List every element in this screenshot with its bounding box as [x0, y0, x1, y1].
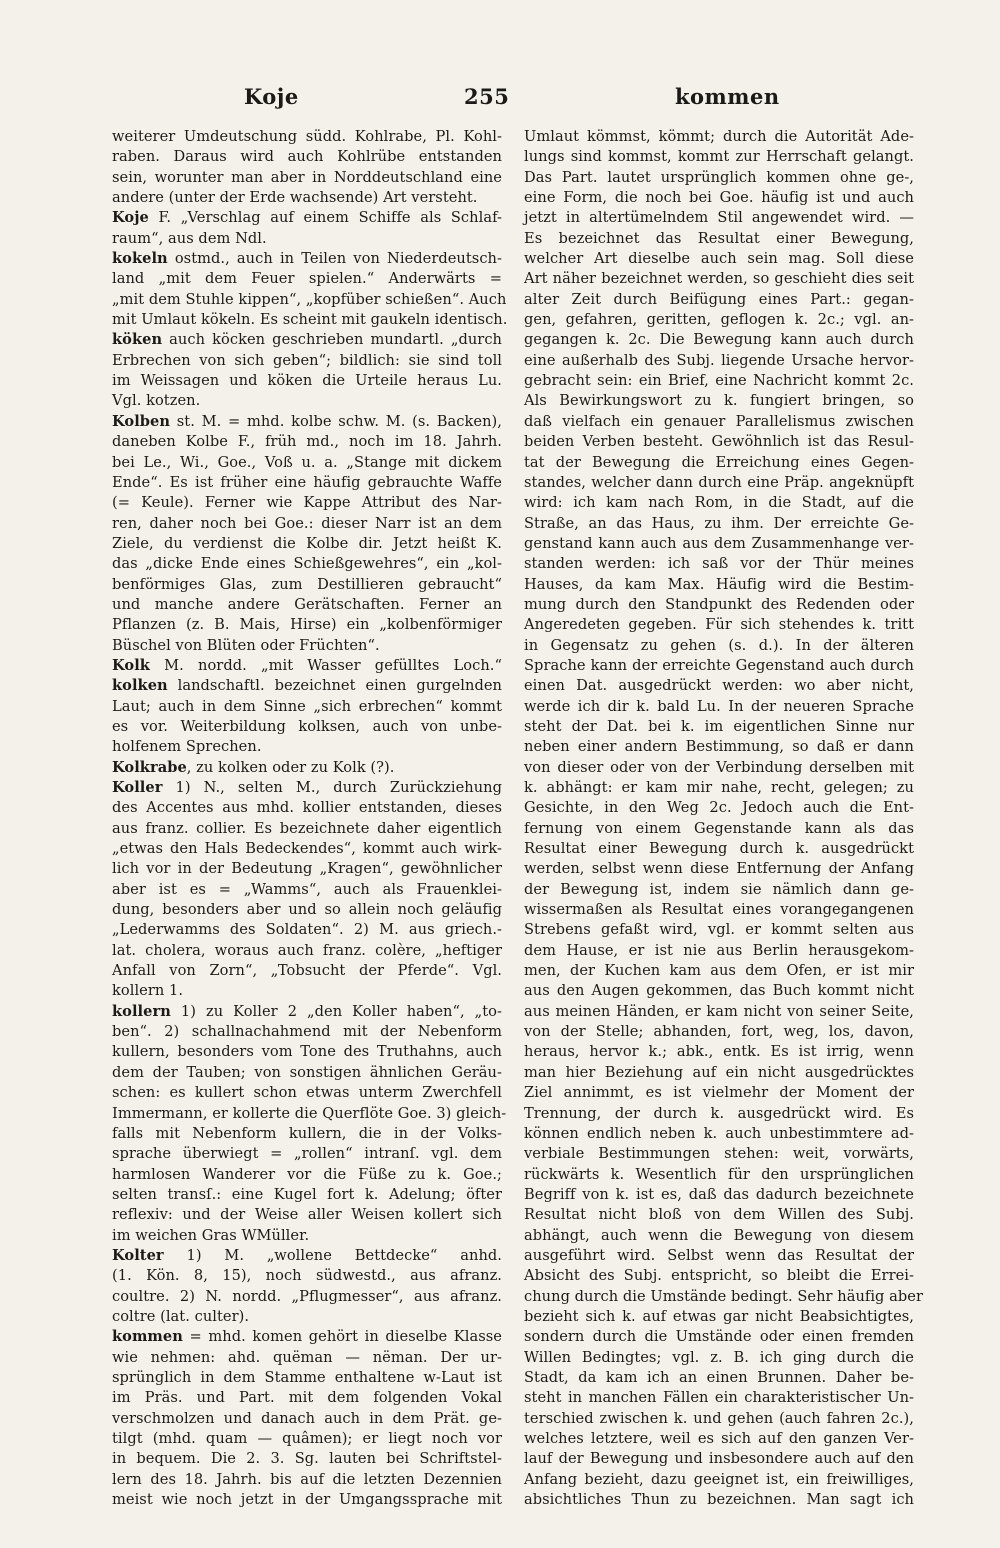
line-text: Büschel von Blüten oder Früchten“. — [112, 636, 380, 654]
header-last-entry: kommen — [675, 84, 780, 109]
text-line — [112, 1205, 502, 1225]
entry-headword: Koje — [112, 209, 149, 227]
line-text: man hier Beziehung auf ein nicht ausgedrücktes — [524, 1063, 914, 1081]
line-text: steht der Dat. bei k. im eigentlichen Sinne nur — [524, 717, 914, 735]
entry-headword: Koller — [112, 779, 163, 796]
line-text: Pflanzen (z. B. Mais, Hirse) ein „kolbenförmiger — [112, 616, 502, 634]
line-text: eine außerhalb des Subj. liegende Ursache hervor- — [524, 351, 914, 369]
line-text: gen, gefahren, geritten, geflogen k. 2c.; vgl. an- — [524, 311, 914, 329]
text-line — [524, 839, 914, 859]
line-text: tilgt (mhd. quam — quâmen); er liegt noch vor — [112, 1430, 502, 1447]
line-text: Vgl. kotzen. — [112, 392, 201, 410]
text-line — [112, 168, 502, 188]
text-line — [524, 330, 914, 350]
text-line — [524, 1002, 914, 1022]
text-line — [524, 900, 914, 920]
line-text: st. M. = mhd. kolbe schw. M. (s. Backen), — [170, 412, 502, 430]
text-line — [112, 615, 502, 635]
text-line — [112, 676, 502, 696]
text-line — [112, 737, 502, 757]
text-line — [524, 981, 914, 1001]
line-text: sprache überwiegt = „rollen“ intranſ. vgl. dem — [112, 1145, 502, 1163]
text-line — [112, 798, 502, 818]
line-text: Gesichte, in den Weg 2c. Jedoch auch die Ent- — [524, 799, 914, 817]
line-text: des Accentes aus mhd. kollier entstanden, dieses — [112, 799, 502, 817]
text-line — [524, 1226, 914, 1246]
line-text: aus meinen Händen, er kam nicht von seiner Seite, — [524, 1002, 914, 1020]
line-text: , zu kolken oder zu Kolk (?). — [186, 758, 395, 776]
text-line — [112, 1327, 502, 1347]
line-text: der Bewegung ist, indem sie nämlich dann ge- — [524, 880, 914, 898]
text-line — [524, 269, 914, 289]
text-line — [112, 839, 502, 859]
line-text: Anfall von Zorn“, „Tobsucht der Pferde“. Vgl. — [112, 962, 502, 980]
text-line — [524, 188, 914, 208]
line-text: werden, selbst wenn diese Entfernung der Anfang — [524, 860, 914, 878]
line-text: men, der Kuchen kam aus dem Ofen, er ist mir — [524, 962, 914, 980]
line-text: auch köcken geschrieben mundartl. „durch — [162, 331, 502, 349]
line-text: reflexiv: und der Weise aller Weisen kollert sich — [112, 1206, 502, 1224]
line-text: landschaftl. bezeichnet einen gurgelnden — [167, 677, 502, 695]
text-line — [524, 717, 914, 737]
text-line — [524, 859, 914, 879]
line-text: Als Bewirkungswort zu k. fungiert bringen, so — [524, 392, 914, 410]
line-text: 1) zu Koller 2 „den Koller haben“, „to- — [170, 1002, 502, 1020]
line-text: Hauses, da kam Max. Häufig wird die Bestim- — [524, 575, 914, 593]
line-text: das „dicke Ende eines Schießgewehres“, ein „kol- — [112, 555, 502, 573]
line-text: daneben Kolbe F., früh md., noch im 18. Jahrh. — [112, 433, 502, 451]
line-text: abhängt, auch wenn die Bewegung von diesem — [524, 1226, 914, 1244]
text-line — [112, 697, 502, 717]
line-text: rückwärts k. Wesentlich für den ursprünglichen — [524, 1165, 914, 1183]
text-line — [112, 656, 502, 676]
line-text: ausgeführt wird. Selbst wenn das Resultat der — [524, 1246, 914, 1264]
text-line — [524, 1124, 914, 1144]
text-line — [524, 249, 914, 269]
line-text: steht in manchen Fällen ein charakteristischer Un- — [524, 1389, 914, 1407]
line-text: Resultat einer Bewegung durch k. ausgedrückt — [524, 840, 914, 858]
text-line — [112, 1083, 502, 1103]
line-text: mung durch den Standpunkt des Redenden oder — [524, 595, 914, 613]
text-line — [112, 188, 502, 208]
line-text: „etwas den Hals Bedeckendes“, kommt auch wirk- — [112, 840, 502, 858]
line-text: = mhd. komen gehört in dieselbe Klasse — [182, 1328, 502, 1346]
line-text: Trennung, der durch k. ausgedrückt wird. Es — [524, 1104, 914, 1122]
line-text: lern des 18. Jahrh. bis auf die letzten Dezennien — [112, 1470, 502, 1488]
line-text: Laut; auch in dem Sinne „sich erbrechen“ kommt — [112, 697, 502, 715]
line-text: es vor. Weiterbildung kolksen, auch von unbe- — [112, 717, 502, 735]
line-text: ren, daher noch bei Goe.: dieser Narr ist an dem — [112, 514, 502, 532]
text-line — [112, 778, 502, 798]
line-text: selten transſ.: eine Kugel fort k. Adelung; öfter — [112, 1185, 502, 1203]
line-text: im weichen Gras WMüller. — [112, 1226, 310, 1244]
line-text: dem Hause, er ist nie aus Berlin herausgekom- — [524, 941, 914, 959]
line-text: raum“, aus dem Ndl. — [112, 229, 267, 247]
text-line — [524, 208, 914, 228]
line-text: terschied zwischen k. und gehen (auch fahren 2c.), — [524, 1409, 914, 1427]
text-line — [112, 880, 502, 900]
line-text: verschmolzen und danach auch in dem Prät. ge- — [112, 1409, 502, 1427]
entry-headword: kollern — [112, 1002, 171, 1020]
text-line — [524, 1104, 914, 1124]
text-line — [524, 1144, 914, 1164]
text-line — [112, 1470, 502, 1490]
text-line — [524, 1022, 914, 1042]
text-line — [524, 432, 914, 452]
text-line — [112, 636, 502, 656]
text-line — [112, 1307, 502, 1327]
line-text: gegangen k. 2c. Die Bewegung kann auch durch — [524, 331, 914, 349]
line-text: ostmd., auch in Teilen von Niederdeutsch- — [167, 250, 502, 268]
text-line — [112, 534, 502, 554]
line-text: Willen Bedingtes; vgl. z. B. ich ging durch die — [524, 1348, 914, 1366]
line-text: ben“. 2) schallnachahmend mit der Nebenform — [112, 1023, 502, 1041]
text-line — [524, 575, 914, 595]
line-text: benförmiges Glas, zum Destillieren gebraucht“ — [112, 575, 502, 593]
text-line — [112, 371, 502, 391]
line-text: Stadt, da kam ich an einen Brunnen. Daher be- — [524, 1368, 914, 1386]
line-text: standes, welcher dann durch eine Präp. angeknüpft — [524, 473, 914, 491]
text-line — [112, 330, 502, 350]
text-line — [524, 412, 914, 432]
line-text: von der Stelle; abhanden, fort, weg, los, davon, — [524, 1023, 914, 1041]
text-line — [524, 453, 914, 473]
text-line — [112, 941, 502, 961]
line-text: harmlosen Wanderer vor die Füße zu k. Goe.; — [112, 1165, 502, 1183]
text-line — [524, 1063, 914, 1083]
line-text: dung, besonders aber und so allein noch geläufig — [112, 901, 502, 919]
text-line — [524, 1368, 914, 1388]
line-text: welches letztere, weil es sich auf den ganzen Ver- — [524, 1430, 914, 1447]
text-line — [524, 229, 914, 249]
line-text: (1. Kön. 8, 15), noch südwestd., aus afranz. — [112, 1267, 502, 1285]
text-line — [112, 493, 502, 513]
running-head — [118, 84, 918, 116]
entry-headword: kokeln — [112, 250, 168, 268]
entry-headword: Kolter — [112, 1246, 164, 1264]
line-text: fernung von einem Gegenstande kann als das — [524, 819, 914, 837]
line-text: im Weissagen und köken die Urteile heraus Lu. — [112, 372, 502, 390]
text-line — [524, 534, 914, 554]
text-line — [112, 249, 502, 269]
text-line — [112, 453, 502, 473]
text-line — [524, 514, 914, 534]
text-line — [112, 981, 502, 1001]
line-text: aus den Augen gekommen, das Buch kommt nicht — [524, 982, 914, 1000]
text-line — [524, 1246, 914, 1266]
text-line — [524, 758, 914, 778]
line-text: „mit dem Stuhle kippen“, „kopfüber schießen“. Auch — [112, 290, 507, 308]
text-line — [112, 1388, 502, 1408]
text-line — [524, 798, 914, 818]
line-text: heraus, hervor k.; abk., entk. Es ist irrig, wenn — [524, 1043, 914, 1061]
line-text: alter Zeit durch Beifügung eines Part.: gegan- — [524, 290, 914, 308]
line-text: Das Part. lautet ursprünglich kommen ohne ge-, — [524, 168, 914, 186]
text-line — [112, 1266, 502, 1286]
line-text: mit Umlaut kökeln. Es scheint mit gaukeln identisch. — [112, 311, 508, 329]
line-text: andere (unter der Erde wachsende) Art versteht. — [112, 189, 478, 207]
line-text: genstand kann auch aus dem Zusammenhange ver- — [524, 534, 914, 552]
line-text: schen: es kullert schon etwas unterm Zwerchfell — [112, 1084, 502, 1102]
text-line — [524, 1409, 914, 1429]
line-text: aber ist es = „Wamms“, auch als Frauenklei- — [112, 880, 502, 898]
text-line — [112, 1490, 502, 1510]
line-text: Es bezeichnet das Resultat einer Bewegung, — [524, 229, 914, 247]
line-text: Art näher bezeichnet werden, so geschieht dies seit — [524, 270, 914, 288]
text-line — [524, 961, 914, 981]
text-line — [112, 1368, 502, 1388]
line-text: kollern 1. — [112, 982, 184, 1000]
text-line — [524, 1042, 914, 1062]
header-first-entry: Koje — [244, 84, 299, 109]
text-line — [112, 859, 502, 879]
text-line — [524, 168, 914, 188]
text-line — [112, 147, 502, 167]
text-line — [112, 1449, 502, 1469]
text-line — [524, 1307, 914, 1327]
text-line — [112, 351, 502, 371]
text-line — [524, 778, 914, 798]
line-text: Umlaut kömmst, kömmt; durch die Autorität Ade- — [524, 128, 914, 145]
line-text: F. „Verschlag auf einem Schiffe als Schlaf- — [148, 209, 502, 227]
line-text: lungs sind kommst, kommt zur Herrschaft gelangt. — [524, 148, 914, 166]
text-line — [524, 371, 914, 391]
text-line — [112, 1348, 502, 1368]
line-text: sprünglich in dem Stamme enthaltene w-Laut ist — [112, 1368, 502, 1386]
text-line — [112, 819, 502, 839]
line-text: Straße, an das Haus, zu ihm. Der erreichte Ge- — [524, 514, 914, 532]
line-text: Resultat nicht bloß von dem Willen des Subj. — [524, 1206, 914, 1224]
text-line — [524, 310, 914, 330]
line-text: (= Keule). Ferner wie Kappe Attribut des Nar- — [112, 494, 502, 512]
text-line — [524, 1470, 914, 1490]
line-text: verbiale Bestimmungen stehen: weit, vorwärts, — [524, 1145, 914, 1163]
text-line — [112, 269, 502, 289]
text-line — [524, 697, 914, 717]
page-number: 255 — [464, 84, 510, 109]
text-line — [524, 1287, 923, 1307]
line-text: sein, worunter man aber in Norddeutschland eine — [112, 168, 502, 186]
text-line — [112, 1063, 502, 1083]
text-line — [112, 1144, 502, 1164]
text-line — [112, 758, 502, 778]
line-text: 1) M. „wollene Bettdecke“ anhd. — [163, 1246, 502, 1264]
text-line — [524, 391, 914, 411]
text-line — [112, 920, 502, 940]
text-line — [524, 880, 914, 900]
line-text: coltre (lat. culter). — [112, 1307, 250, 1325]
text-line — [524, 636, 914, 656]
line-text: M. nordd. „mit Wasser gefülltes Loch.“ — [149, 656, 502, 674]
line-text: 1) N., selten M., durch Zurückziehung — [162, 779, 502, 796]
line-text: falls mit Nebenform kullern, die in der Volks- — [112, 1124, 502, 1142]
text-line — [524, 493, 914, 513]
text-line — [112, 1246, 502, 1266]
line-text: welcher Art dieselbe auch sein mag. Soll diese — [524, 250, 914, 268]
line-text: einen Dat. ausgedrückt werden: wo aber nicht, — [524, 677, 914, 695]
text-line — [524, 473, 914, 493]
text-line — [112, 1104, 507, 1124]
text-line — [524, 290, 914, 310]
text-line — [524, 1266, 914, 1286]
line-text: Angeredeten gegeben. Für sich stehendes k. tritt — [524, 616, 914, 634]
line-text: in Gegensatz zu gehen (s. d.). In der älteren — [524, 636, 914, 654]
text-columns — [112, 127, 930, 1509]
text-line — [112, 412, 502, 432]
text-line — [112, 1022, 502, 1042]
line-text: Ende“. Es ist früher eine häufig gebrauchte Waffe — [112, 473, 502, 491]
text-line — [524, 920, 914, 940]
text-line — [524, 1083, 914, 1103]
line-text: k. abhängt: er kam mir nahe, recht, gelegen; zu — [524, 779, 914, 796]
text-line — [524, 554, 914, 574]
line-text: lat. cholera, woraus auch franz. colère, „heftiger — [112, 941, 502, 959]
text-line — [112, 595, 502, 615]
line-text: Erbrechen von sich geben“; bildlich: sie sind toll — [112, 351, 502, 369]
text-line — [112, 1429, 502, 1449]
line-text: Absicht des Subj. entspricht, so bleibt die Errei- — [524, 1267, 914, 1285]
text-line — [112, 961, 502, 981]
line-text: gebracht sein: ein Brief, eine Nachricht kommt 2c. — [524, 372, 914, 390]
text-line — [112, 554, 502, 574]
line-text: kullern, besonders vom Tone des Truthahns, auch — [112, 1043, 502, 1061]
text-line — [112, 391, 502, 411]
line-text: chung durch die Umstände bedingt. Sehr häufig aber — [524, 1287, 923, 1305]
entry-headword: köken — [112, 331, 163, 349]
text-line — [112, 514, 502, 534]
line-text: und manche andere Gerätschaften. Ferner an — [112, 595, 502, 613]
line-text: in bequem. Die 2. 3. Sg. lauten bei Schriftstel- — [112, 1450, 502, 1468]
line-text: meist wie noch jetzt in der Umgangssprache mit — [112, 1491, 502, 1509]
text-line — [524, 1205, 914, 1225]
text-line — [112, 127, 502, 147]
line-text: wird: ich kam nach Rom, in die Stadt, auf die — [524, 494, 914, 512]
text-line — [112, 208, 502, 228]
line-text: können endlich neben k. auch unbestimmtere ad- — [524, 1124, 914, 1142]
text-line — [112, 473, 502, 493]
line-text: raben. Daraus wird auch Kohlrübe entstanden — [112, 148, 502, 166]
text-line — [112, 1226, 502, 1246]
line-text: neben einer andern Bestimmung, so daß er dann — [524, 738, 914, 756]
line-text: daß vielfach ein genauer Parallelismus zwischen — [524, 412, 914, 430]
entry-headword: kolken — [112, 677, 168, 695]
line-text: Strebens gefaßt wird, vgl. er kommt selten aus — [524, 921, 914, 939]
line-text: Ziele, du verdienst die Kolbe dir. Jetzt heißt K. — [112, 534, 502, 552]
text-line — [524, 615, 914, 635]
line-text: standen werden: ich saß vor der Thür meines — [524, 555, 914, 573]
line-text: bezieht sich k. auf etwas gar nicht Beabsichtigtes, — [524, 1307, 914, 1325]
text-line — [112, 229, 502, 249]
line-text: Begriff von k. ist es, daß das dadurch bezeichnete — [524, 1185, 914, 1203]
line-text: tat der Bewegung die Erreichung eines Gegen- — [524, 453, 914, 471]
line-text: Sprache kann der erreichte Gegenstand auch durch — [524, 656, 914, 674]
line-text: jetzt in altertümelndem Stil angewendet wird. — — [524, 209, 914, 227]
entry-headword: Kolkrabe — [112, 758, 187, 776]
entry-headword: Kolben — [112, 412, 171, 430]
line-text: holfenem Sprechen. — [112, 738, 262, 756]
entry-headword: Kolk — [112, 656, 150, 674]
text-line — [112, 717, 502, 737]
text-line — [524, 1490, 914, 1510]
line-text: im Präs. und Part. mit dem folgenden Vokal — [112, 1389, 502, 1407]
text-line — [112, 1165, 502, 1185]
line-text: eine Form, die noch bei Goe. häufig ist und auch — [524, 189, 914, 207]
text-line — [524, 1165, 914, 1185]
text-line — [524, 1327, 914, 1347]
text-line — [112, 290, 507, 310]
line-text: sondern durch die Umstände oder einen fremden — [524, 1328, 914, 1346]
text-line — [524, 737, 914, 757]
line-text: „Lederwamms des Soldaten“. 2) M. aus griech.- — [112, 921, 502, 939]
text-line — [524, 1429, 914, 1449]
line-text: bei Le., Wi., Goe., Voß u. a. „Stange mit dickem — [112, 453, 502, 471]
line-text: wie nehmen: ahd. quëman — nëman. Der ur- — [112, 1348, 502, 1366]
line-text: dem der Tauben; von sonstigen ähnlichen Geräu- — [112, 1063, 502, 1081]
text-line — [524, 127, 914, 147]
text-line — [524, 595, 914, 615]
line-text: lich vor in der Bedeutung „Kragen“, gewöhnlicher — [112, 860, 502, 878]
line-text: Immermann, er kollerte die Querflöte Goe. 3) gleich- — [112, 1104, 507, 1122]
text-line — [524, 1449, 914, 1469]
text-line — [524, 819, 914, 839]
text-line — [524, 656, 914, 676]
line-text: absichtliches Thun zu bezeichnen. Man sagt ich — [524, 1491, 914, 1509]
left-column — [112, 127, 508, 1509]
line-text: werde ich dir k. bald Lu. In der neueren Sprache — [524, 697, 914, 715]
text-line — [524, 351, 914, 371]
line-text: weiterer Umdeutschung südd. Kohlrabe, Pl. Kohl- — [112, 128, 502, 145]
text-line — [112, 900, 502, 920]
line-text: Anfang bezieht, dazu geeignet ist, ein freiwilliges, — [524, 1470, 914, 1488]
text-line — [112, 1124, 502, 1144]
right-column — [524, 127, 923, 1509]
line-text: beiden Verben besteht. Gewöhnlich ist das Resul- — [524, 433, 914, 451]
text-line — [112, 432, 502, 452]
text-line — [112, 1185, 502, 1205]
text-line — [112, 310, 508, 330]
text-line — [524, 676, 914, 696]
text-line — [112, 1002, 502, 1022]
text-line — [524, 1388, 914, 1408]
line-text: coultre. 2) N. nordd. „Pflugmesser“, aus afranz. — [112, 1287, 502, 1305]
line-text: land „mit dem Feuer spielen.“ Anderwärts = — [112, 270, 502, 288]
text-line — [524, 1348, 914, 1368]
text-line — [112, 1042, 502, 1062]
line-text: von dieser oder von der Verbindung derselben mit — [524, 758, 914, 776]
line-text: lauf der Bewegung und insbesondere auch auf den — [524, 1450, 914, 1468]
text-line — [112, 575, 502, 595]
text-line — [524, 1185, 914, 1205]
entry-headword: kommen — [112, 1328, 183, 1346]
text-line — [112, 1409, 502, 1429]
text-line — [524, 147, 914, 167]
line-text: wissermaßen als Resultat eines vorangegangenen — [524, 901, 914, 919]
line-text: aus franz. collier. Es bezeichnete daher eigentlich — [112, 819, 502, 837]
text-line — [112, 1287, 502, 1307]
line-text: Ziel annimmt, es ist vielmehr der Moment der — [524, 1084, 914, 1102]
text-line — [524, 941, 914, 961]
